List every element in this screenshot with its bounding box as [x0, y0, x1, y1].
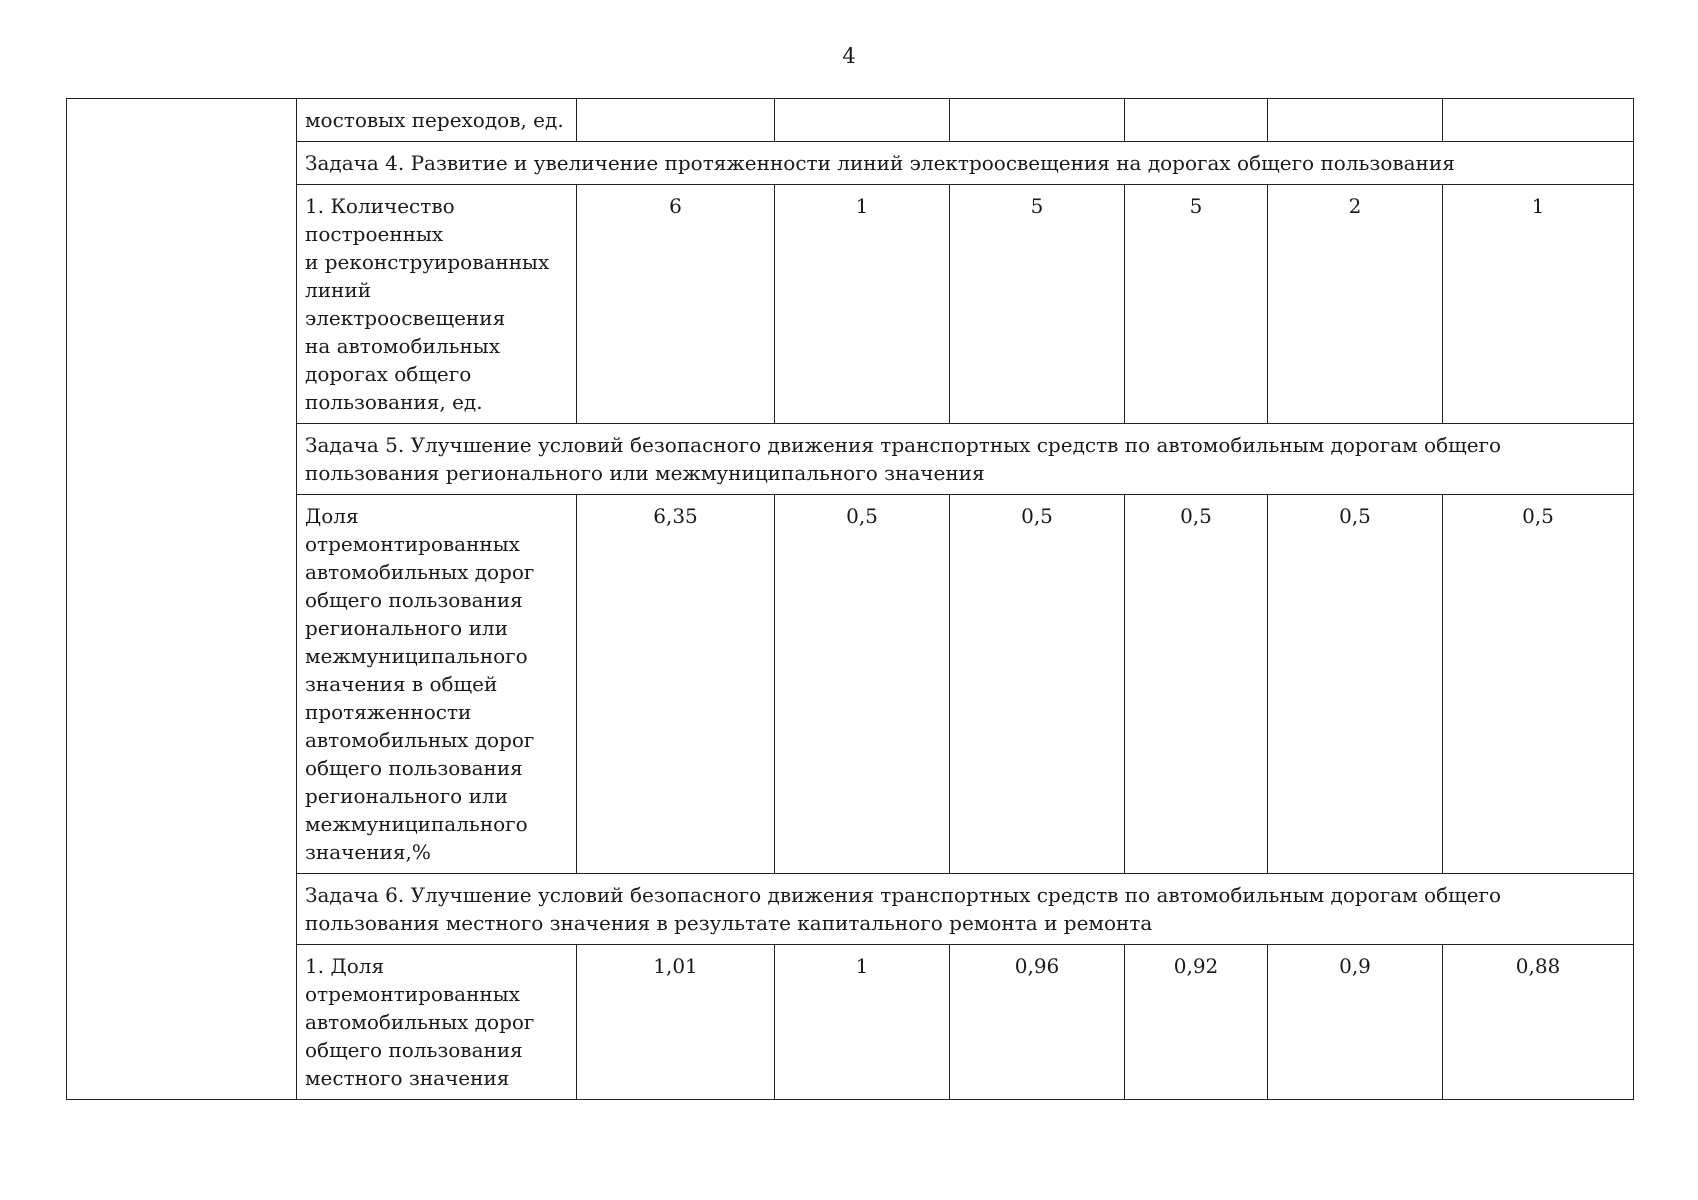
indicator-name: [297, 99, 577, 142]
indicator-value-5: 2: [1268, 185, 1443, 424]
indicator-value-4: 5: [1125, 185, 1268, 424]
indicator-value-4: [1125, 99, 1268, 142]
indicator-value-6: 0,5: [1443, 495, 1634, 874]
indicator-name-line: регионального или: [305, 616, 508, 640]
indicator-name: [297, 185, 577, 424]
indicator-name-line: автомобильных дорог: [305, 560, 535, 584]
indicator-name-line: общего пользования: [305, 756, 523, 780]
task-title: Задача 5. Улучшение условий безопасного движения транспортных средств по автомобильным дорогам общего пользования регионального или межмуниципального значения: [297, 424, 1634, 495]
indicator-value-1: 1,01: [577, 945, 775, 1100]
indicator-name-line: дорогах общего: [305, 362, 472, 386]
indicator-name-line: общего пользования: [305, 1038, 523, 1062]
task-row: [67, 142, 1634, 185]
empty-first-column-cell: [67, 99, 297, 1100]
indicator-name: [297, 495, 577, 874]
indicator-name-line: 1. Доля: [305, 954, 385, 978]
indicator-name-line: протяженности: [305, 700, 472, 724]
indicator-row: [67, 99, 1634, 142]
indicator-row: [67, 945, 1634, 1100]
indicator-value-6: [1443, 99, 1634, 142]
indicator-row: [67, 495, 1634, 874]
task-row: [67, 424, 1634, 495]
indicator-value-2: [775, 99, 950, 142]
indicator-value-4: 0,5: [1125, 495, 1268, 874]
indicator-row: [67, 185, 1634, 424]
indicator-name-line: мостовых переходов, ед.: [305, 108, 564, 132]
task-row: [67, 874, 1634, 945]
task-title: Задача 4. Развитие и увеличение протяженности линий электроосвещения на дорогах общего пользования: [297, 142, 1634, 185]
task-title: Задача 6. Улучшение условий безопасного движения транспортных средств по автомобильным дорогам общего пользования местного значения в результате капитального ремонта и ремонта: [297, 874, 1634, 945]
indicator-name-line: регионального или: [305, 784, 508, 808]
indicator-name-line: местного значения: [305, 1066, 510, 1090]
indicator-name-line: пользования, ед.: [305, 390, 483, 414]
table-body: [67, 99, 1634, 1100]
indicator-value-6: 1: [1443, 185, 1634, 424]
indicator-value-1: 6: [577, 185, 775, 424]
indicator-name-line: межмуниципального: [305, 644, 528, 668]
indicator-name-line: значения в общей: [305, 672, 498, 696]
indicators-table: [66, 98, 1634, 1100]
indicator-name-line: общего пользования: [305, 588, 523, 612]
indicator-value-5: [1268, 99, 1443, 142]
indicator-name-line: межмуниципального: [305, 812, 528, 836]
indicator-name-line: отремонтированных: [305, 982, 520, 1006]
indicator-name-line: линий электроосвещения: [305, 278, 506, 330]
indicator-value-4: 0,92: [1125, 945, 1268, 1100]
indicator-value-2: 0,5: [775, 495, 950, 874]
indicator-value-5: 0,5: [1268, 495, 1443, 874]
indicator-name: [297, 945, 577, 1100]
indicator-name-line: Доля: [305, 504, 359, 528]
indicator-value-2: 1: [775, 945, 950, 1100]
indicator-value-3: 0,96: [950, 945, 1125, 1100]
indicator-name-line: автомобильных дорог: [305, 1010, 535, 1034]
indicator-name-line: на автомобильных: [305, 334, 500, 358]
indicator-name-line: и реконструированных: [305, 250, 550, 274]
indicator-value-1: 6,35: [577, 495, 775, 874]
indicator-name-line: отремонтированных: [305, 532, 520, 556]
indicator-name-line: автомобильных дорог: [305, 728, 535, 752]
indicator-value-6: 0,88: [1443, 945, 1634, 1100]
indicator-name-line: значения,%: [305, 840, 431, 864]
indicator-value-1: [577, 99, 775, 142]
indicator-value-3: [950, 99, 1125, 142]
indicator-value-5: 0,9: [1268, 945, 1443, 1100]
indicator-value-2: 1: [775, 185, 950, 424]
indicator-name-line: 1. Количество: [305, 194, 455, 218]
page-number: 4: [842, 44, 856, 68]
indicator-name-line: построенных: [305, 222, 444, 246]
indicator-value-3: 5: [950, 185, 1125, 424]
indicator-value-3: 0,5: [950, 495, 1125, 874]
